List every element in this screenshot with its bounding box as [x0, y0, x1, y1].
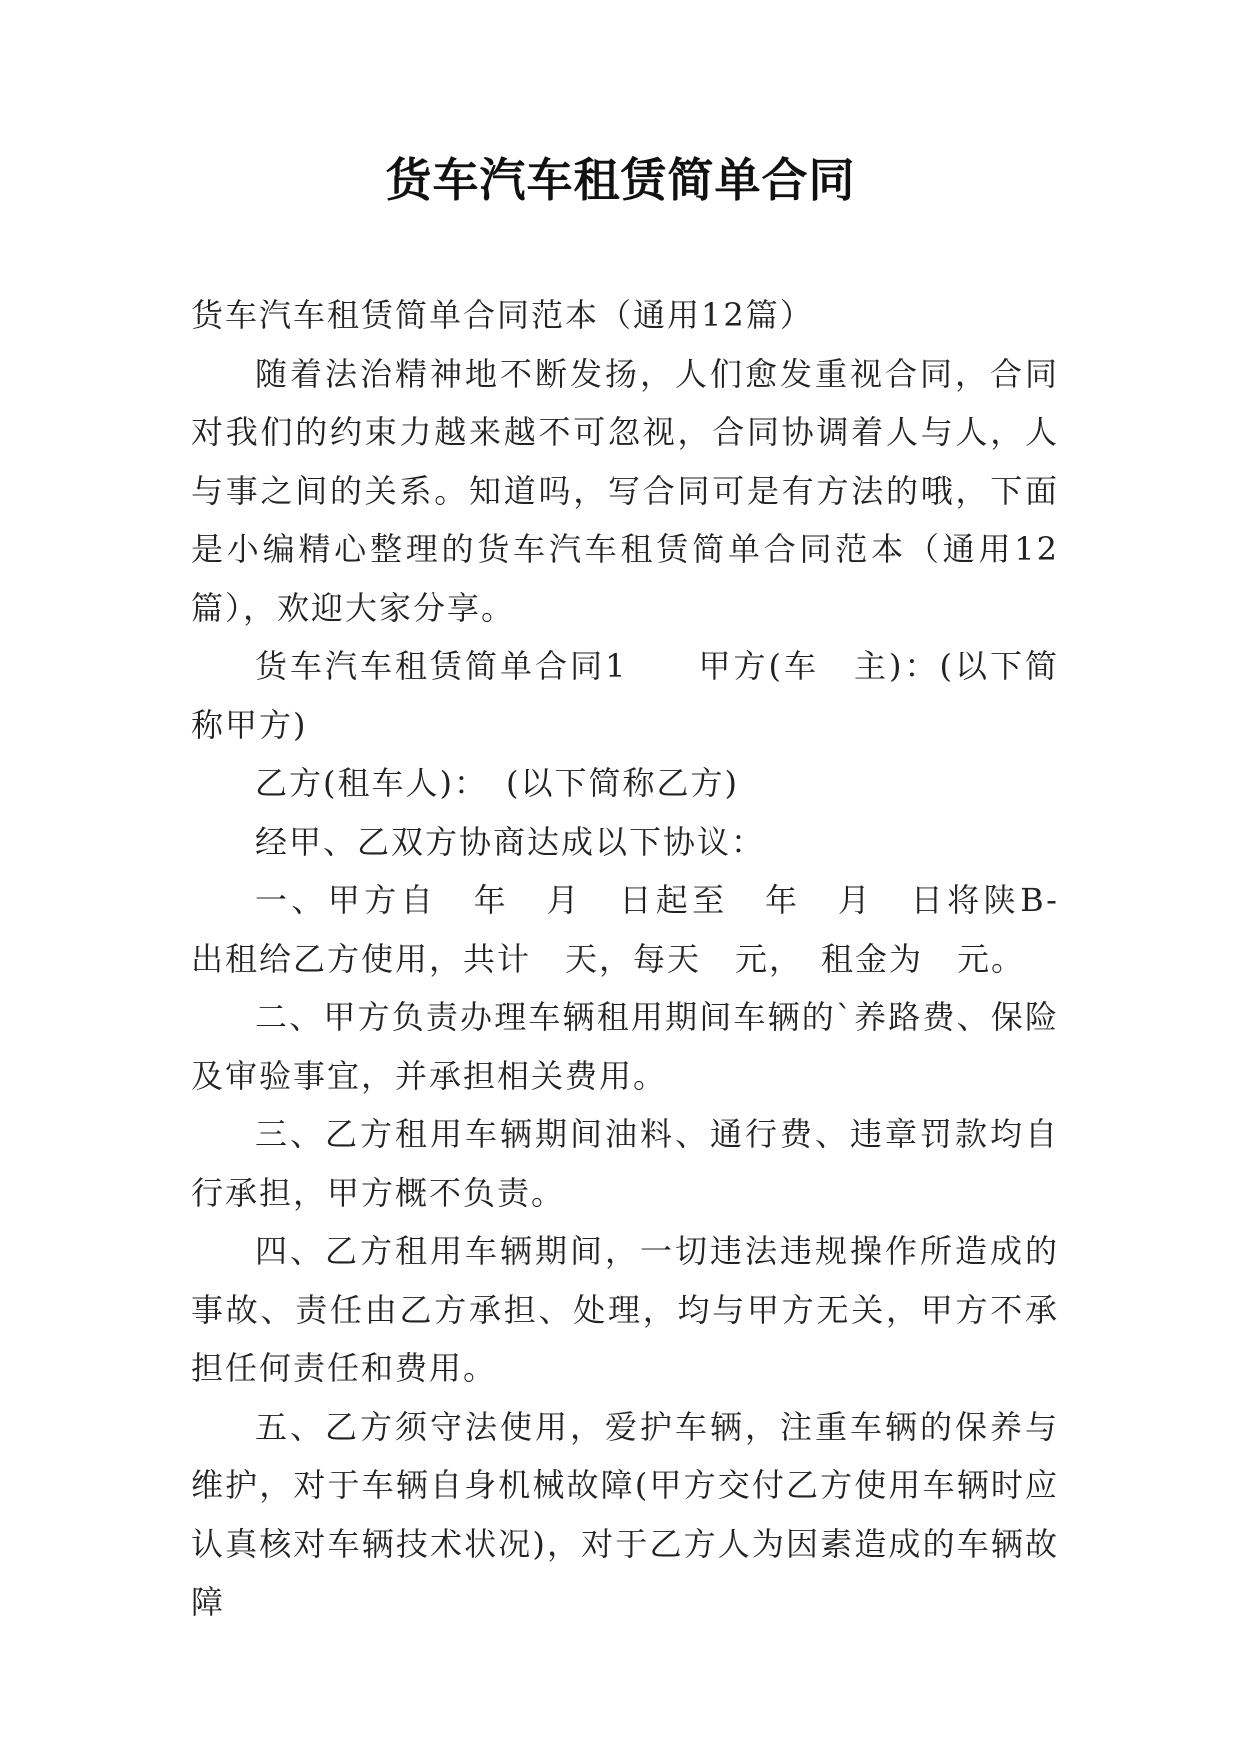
- clause-4: 四、乙方租用车辆期间，一切违法违规操作所造成的事故、责任由乙方承担、处理，均与甲方无关，甲方不承担任何责任和费用。: [191, 1232, 1059, 1387]
- agreement-intro: 经甲、乙双方协商达成以下协议：: [255, 822, 766, 861]
- document-body: [191, 286, 1094, 1632]
- intro-paragraph: 随着法治精神地不断发扬，人们愈发重视合同，合同对我们的约束力越来越不可忽视，合同协调着人与人，人与事之间的关系。知道吗，写合同可是有方法的哦，下面是小编精心整理的货车汽车租赁简单合同范本（通用12篇），欢迎大家分享。: [191, 354, 1059, 627]
- clause-5: 五、乙方须守法使用，爱护车辆，注重车辆的保养与维护，对于车辆自身机械故障(甲方交付乙方使用车辆时应认真核对车辆技术状况)，对于乙方人为因素造成的车辆故障: [191, 1407, 1059, 1621]
- document-title: 货车汽车租赁简单合同: [385, 153, 856, 207]
- contract-header-party-a: 货车汽车租赁简单合同1 甲方(车 主)：(以下简称甲方): [191, 647, 1059, 744]
- clause-1: 一、甲方自 年 月 日起至 年 月 日将陕B- 出租给乙方使用，共计 天，每天 元， 租金为 元。: [191, 881, 1094, 978]
- party-b-line: 乙方(租车人)： (以下简称乙方): [255, 764, 739, 802]
- clause-3: 三、乙方租用车辆期间油料、通行费、违章罚款均自行承担，甲方概不负责。: [191, 1115, 1059, 1212]
- clause-2: 二、甲方负责办理车辆租用期间车辆的`养路费、保险及审验事宜，并承担相关费用。: [191, 998, 1059, 1095]
- intro-heading: 货车汽车租赁简单合同范本（通用12篇）: [191, 296, 814, 334]
